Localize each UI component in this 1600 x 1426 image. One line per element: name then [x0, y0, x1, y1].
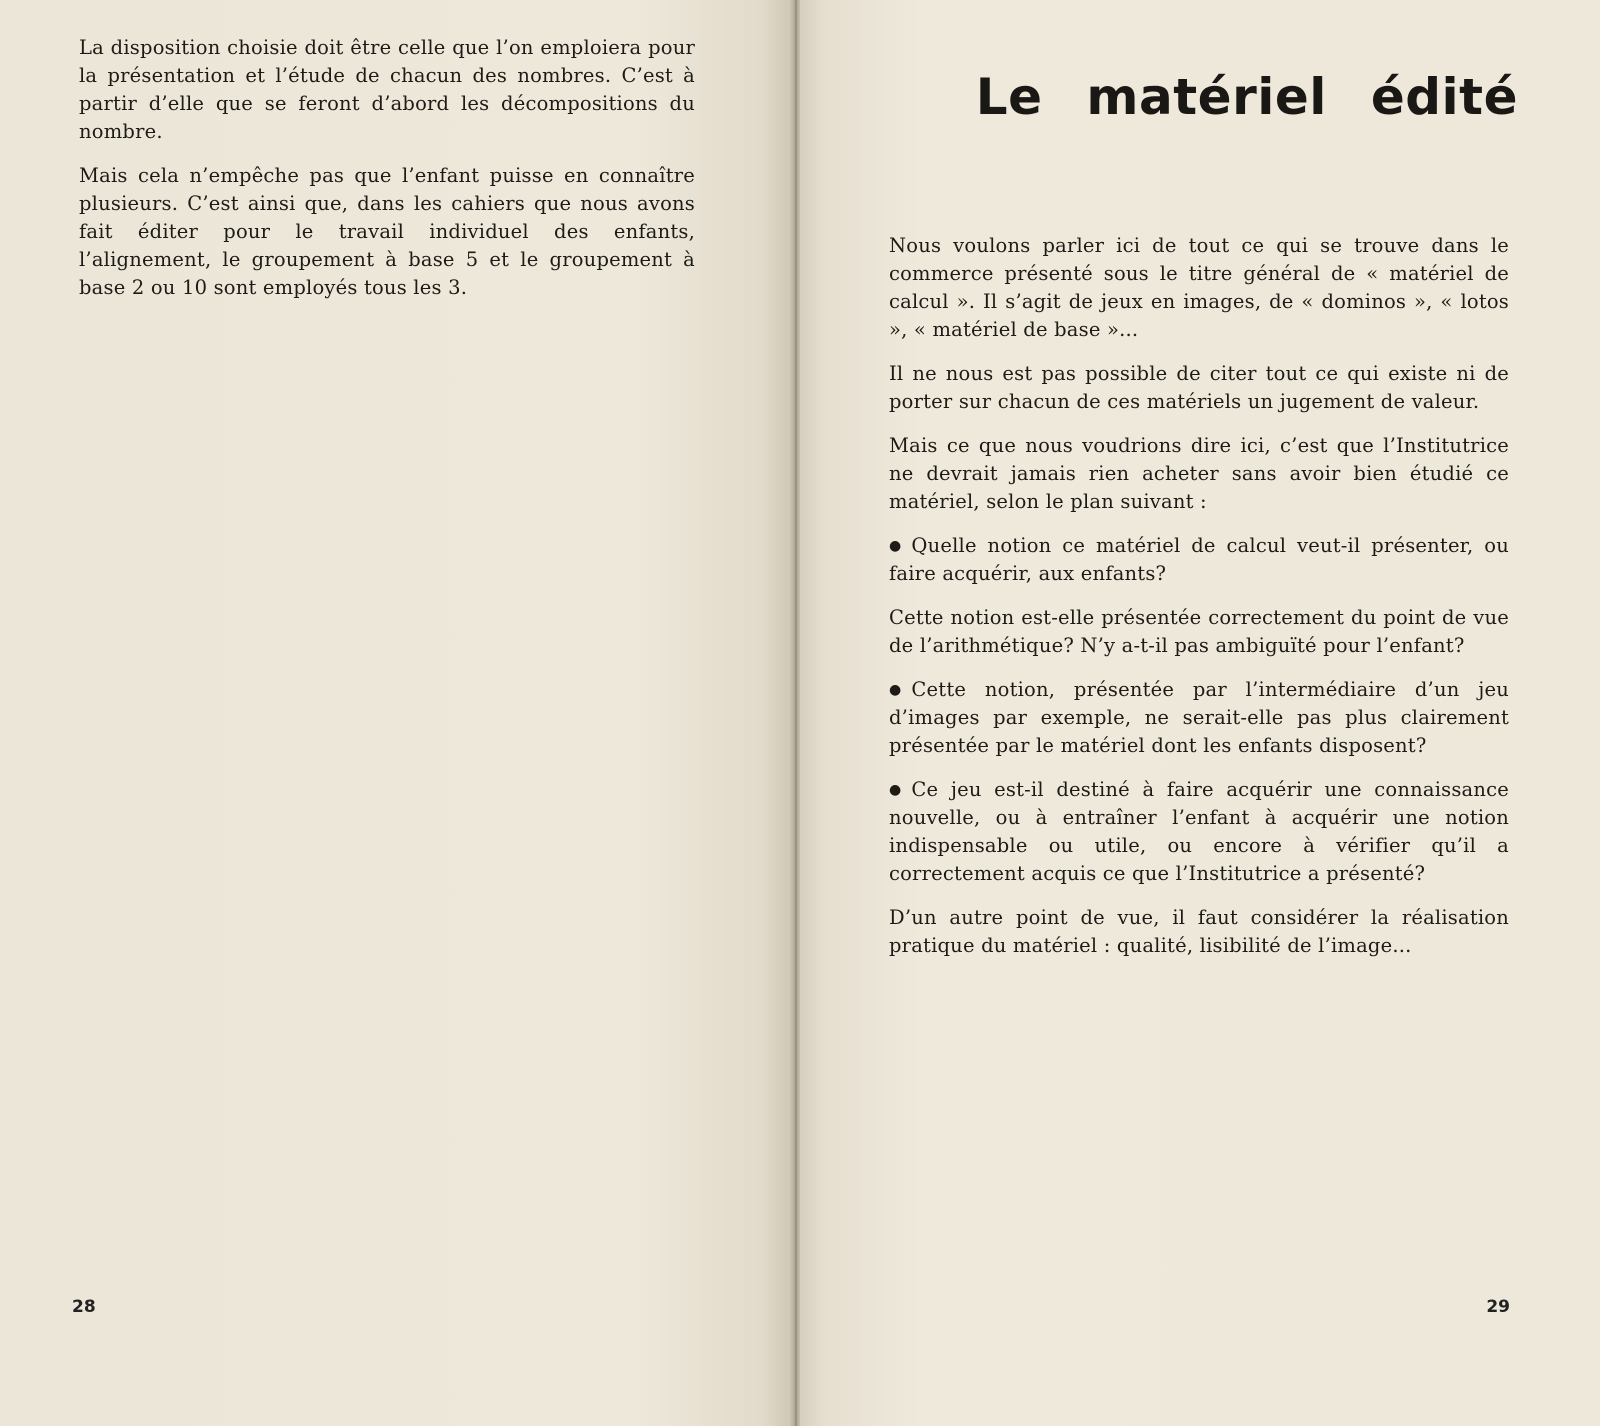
- left-paragraph-2: Mais cela n’empêche pas que l’enfant puisse en connaître plusieurs. C’est ainsi que, dans les cahiers que nous avons fait éditer pour le travail individuel des enfants, l’alignement, le groupement à base 5 et le groupement à base 2 ou 10 sont employés tous les 3.: [79, 164, 695, 299]
- right-paragraph-2: Il ne nous est pas possible de citer tout ce qui existe ni de porter sur chacun de ces matériels un jugement de valeur.: [889, 362, 1509, 413]
- page-number-right: 29: [1486, 1297, 1510, 1317]
- bullet-item-1: [889, 532, 1509, 588]
- right-paragraph-3: Mais ce que nous voudrions dire ici, c’est que l’Institutrice ne devrait jamais rien acheter sans avoir bien étudié ce matériel, selon le plan suivant :: [889, 434, 1509, 513]
- bullet-icon: ●: [889, 782, 902, 798]
- right-paragraph-1: Nous voulons parler ici de tout ce qui se trouve dans le commerce présenté sous le titre général de « matériel de calcul ». Il s’agit de jeux en images, de « dominos », « lotos », « matériel de base »...: [889, 234, 1509, 341]
- bullet-item-text: Cette notion, présentée par l’intermédiaire d’un jeu d’images par exemple, ne serait-elle pas plus clairement présentée par le matériel dont les enfants disposent?: [889, 678, 1509, 757]
- bullet-item-text: Ce jeu est-il destiné à faire acquérir une connaissance nouvelle, ou à entraîner l’enfant à acquérir une notion indispensable ou utile, ou encore à vérifier qu’il a correctement acquis ce que l’Institutrice a présenté?: [889, 778, 1509, 885]
- left-page: [0, 0, 792, 1426]
- bullet-icon: ●: [889, 538, 902, 554]
- bullet-item-text: Quelle notion ce matériel de calcul veut-il présenter, ou faire acquérir, aux enfants?: [889, 534, 1509, 585]
- bullet-icon: ●: [889, 682, 902, 698]
- left-paragraph-1: La disposition choisie doit être celle que l’on emploiera pour la présentation et l’étude de chacun des nombres. C’est à partir d’elle que se feront d’abord les décompositions du nombre.: [79, 36, 695, 143]
- page-title: Le matériel édité: [975, 67, 1518, 126]
- right-paragraph-8: D’un autre point de vue, il faut considérer la réalisation pratique du matériel : qualité, lisibilité de l’image...: [889, 906, 1509, 957]
- right-page: [800, 0, 1600, 1426]
- bullet-item-2: [889, 676, 1509, 760]
- page-number-left: 28: [72, 1297, 96, 1317]
- right-page-text: [889, 232, 1509, 976]
- right-paragraph-5: Cette notion est-elle présentée correctement du point de vue de l’arithmétique? N’y a-t-il pas ambiguïté pour l’enfant?: [889, 606, 1509, 657]
- bullet-item-3: [889, 776, 1509, 888]
- left-page-text: [79, 34, 695, 318]
